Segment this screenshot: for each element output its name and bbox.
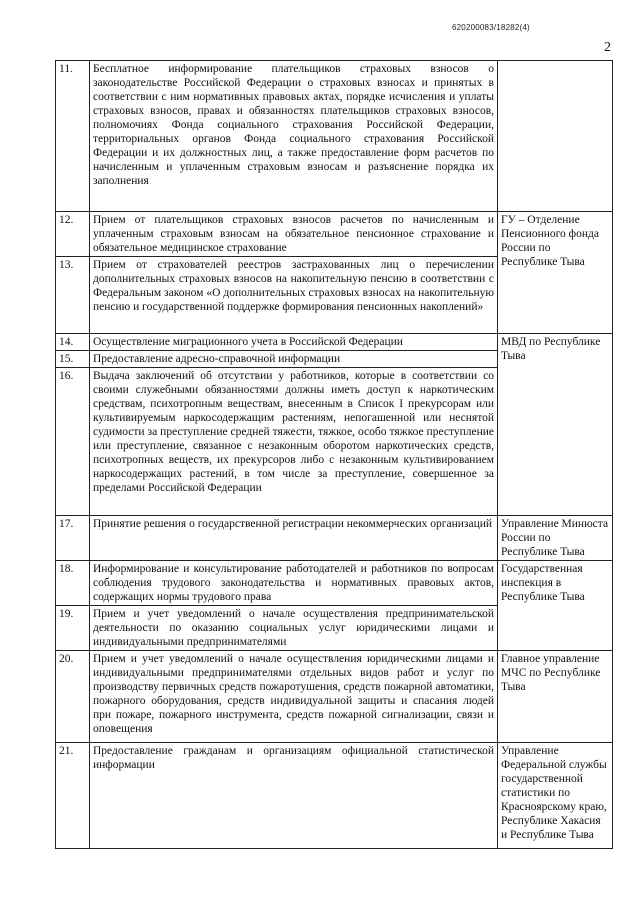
row-number: 16. <box>56 368 90 516</box>
row-number: 13. <box>56 257 90 334</box>
responsible-organization <box>498 743 613 849</box>
organization-name: ГУ – Отделение Пенсионного фонда России по Республике Тыва <box>501 214 599 268</box>
responsible-organization <box>498 651 613 743</box>
row-number: 11. <box>56 61 90 212</box>
table-row <box>56 561 613 606</box>
responsible-organization <box>498 61 613 212</box>
row-number: 18. <box>56 561 90 606</box>
table-row <box>56 743 613 849</box>
table-row <box>56 334 613 351</box>
service-description: Прием от страхователей реестров застрахованных лиц о перечислении дополнительных страховых взносов на накопительную пенсию в соответствии с Федеральным законом «О дополнительных страховых взносах на накопительную пенсию и государственной поддержке формирования пенсионных накоплений» <box>90 257 498 334</box>
responsible-organization <box>498 334 613 516</box>
table-row <box>56 61 613 212</box>
service-description: Прием от плательщиков страховых взносов расчетов по начисленным и уплаченным страховым взносам на обязательное пенсионное страхование и обязательное медицинское страхование <box>90 212 498 257</box>
service-description: Прием и учет уведомлений о начале осуществления предпринимательской деятельности по оказанию социальных услуг юридическими лицами и индивидуальными предпринимателями <box>90 606 498 651</box>
document-code: 620200083/18282(4) <box>452 23 530 32</box>
service-description: Прием и учет уведомлений о начале осуществления юридическими лицами и индивидуальными предпринимателями отдельных видов работ и услуг по производству первичных средств пожаротушения, средств пожарной автоматики, пожарного оборудования, средств индивидуальной защиты и спасания людей при пожаре, пожарного инструмента, средств пожарной сигнализации, связи и оповещения <box>90 651 498 743</box>
organization-name: Государственная инспекция в Республике Тыва <box>501 563 585 603</box>
row-number: 17. <box>56 516 90 561</box>
service-description: Выдача заключений об отсутствии у работников, которые в соответствии со своими служебными обязанностями должны иметь доступ к наркотическим средствам, психотропным веществам, внесенным в Список I прекурсорам или культивируемым наркосодержащим растениям, непогашенной или неснятой судимости за преступление средней тяжести, тяжкое, особо тяжкое преступление или преступление, связанное с незаконным оборотом наркотических средств, психотропных веществ, их прекурсоров либо с незаконным культивированием наркосодержащих растений, в том числе за преступление, совершенное за пределами Российской Федерации <box>90 368 498 516</box>
row-number: 19. <box>56 606 90 651</box>
row-number: 14. <box>56 334 90 351</box>
table-row <box>56 212 613 257</box>
service-description: Принятие решения о государственной регистрации некоммерческих организаций <box>90 516 498 561</box>
service-description: Информирование и консультирование работодателей и работников по вопросам соблюдения трудового законодательства и нормативных правовых актов, содержащих нормы трудового права <box>90 561 498 606</box>
organization-name: Управление Минюста России по Республике Тыва <box>501 518 609 558</box>
row-number: 12. <box>56 212 90 257</box>
responsible-organization <box>498 561 613 651</box>
service-description: Предоставление адресно-справочной информации <box>90 351 498 368</box>
service-description: Бесплатное информирование плательщиков страховых взносов о законодательстве Российской Федерации о страховых взносах и принятых в соответствии с ним нормативных правовых актах, порядке исчисления и уплаты страховых взносов, правах и обязанностях плательщиков страховых взносов, полномочиях Фонда социального страхования Российской Федерации, территориальных органов Фонда социального страхования Российской Федерации и их должностных лиц, а также предоставление форм расчетов по начисленным и уплаченным страховым взносам и разъяснение порядка их заполнения <box>90 61 498 212</box>
row-number: 21. <box>56 743 90 849</box>
responsible-organization <box>498 212 613 334</box>
table-row <box>56 651 613 743</box>
page-number: 2 <box>604 40 611 55</box>
table-row <box>56 516 613 561</box>
row-number: 15. <box>56 351 90 368</box>
service-description: Предоставление гражданам и организациям официальной статистической информации <box>90 743 498 849</box>
organization-name: МВД по Республике Тыва <box>501 336 601 362</box>
row-number: 20. <box>56 651 90 743</box>
service-description: Осуществление миграционного учета в Российской Федерации <box>90 334 498 351</box>
services-table <box>55 60 613 849</box>
organization-name: Управление Федеральной службы государственной статистики по Красноярскому краю, Республике Хакасия и Республике Тыва <box>501 745 607 841</box>
responsible-organization <box>498 516 613 561</box>
organization-name: Главное управление МЧС по Республике Тыва <box>501 653 601 693</box>
